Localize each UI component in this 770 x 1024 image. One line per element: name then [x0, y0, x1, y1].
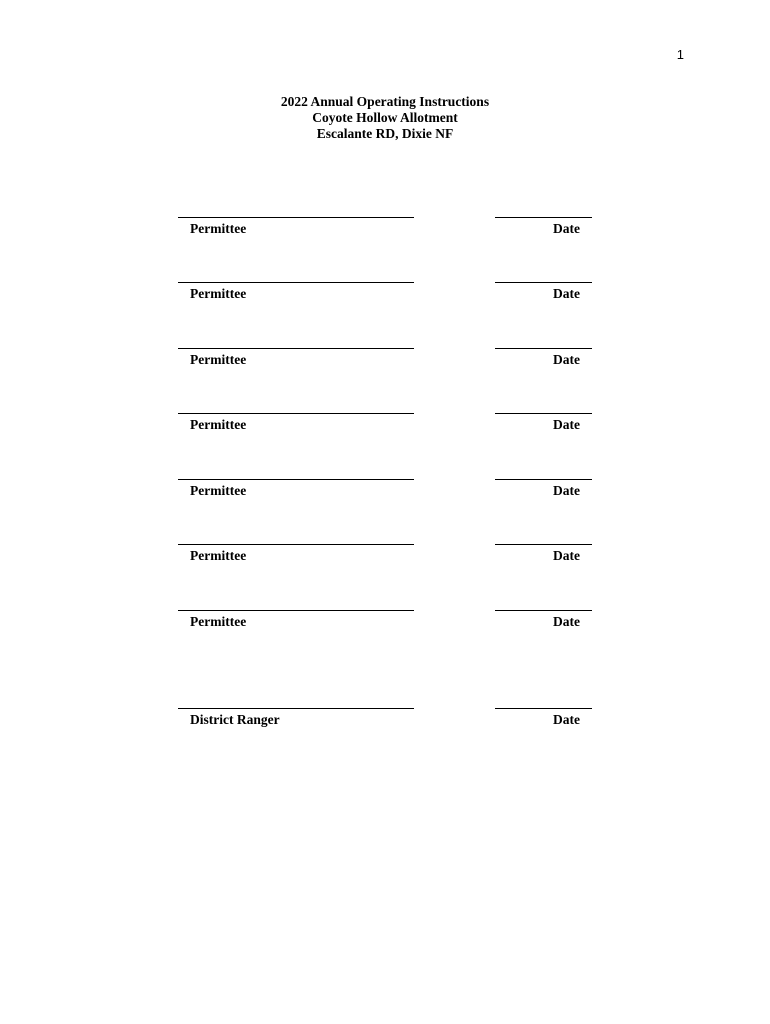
- date-label: Date: [553, 286, 580, 301]
- document-header: [0, 94, 770, 142]
- signature-line[interactable]: [178, 217, 414, 218]
- document-title: 2022 Annual Operating Instructions: [280, 94, 490, 109]
- signature-block: [0, 217, 770, 247]
- signature-line[interactable]: [178, 479, 414, 480]
- allotment-name: Coyote Hollow Allotment: [312, 110, 458, 125]
- signer-label: Permittee: [190, 548, 247, 563]
- page-number: 1: [676, 47, 684, 62]
- signature-block: [0, 610, 770, 640]
- date-label: Date: [553, 483, 580, 498]
- district-forest: Escalante RD, Dixie NF: [316, 126, 454, 141]
- date-label: Date: [553, 352, 580, 367]
- date-line[interactable]: [495, 479, 592, 480]
- signature-block: [0, 282, 770, 312]
- signature-line[interactable]: [178, 544, 414, 545]
- signer-label: Permittee: [190, 286, 247, 301]
- date-label: Date: [553, 417, 580, 432]
- signature-block: [0, 413, 770, 443]
- signature-block: [0, 708, 770, 738]
- signature-block: [0, 348, 770, 378]
- date-line[interactable]: [495, 282, 592, 283]
- date-line[interactable]: [495, 610, 592, 611]
- signer-label: Permittee: [190, 483, 247, 498]
- signature-line[interactable]: [178, 413, 414, 414]
- signer-label: Permittee: [190, 614, 247, 629]
- signer-label: Permittee: [190, 352, 247, 367]
- signature-block: [0, 544, 770, 574]
- signer-label: Permittee: [190, 417, 247, 432]
- signature-line[interactable]: [178, 610, 414, 611]
- signature-line[interactable]: [178, 282, 414, 283]
- date-line[interactable]: [495, 708, 592, 709]
- date-line[interactable]: [495, 544, 592, 545]
- date-line[interactable]: [495, 348, 592, 349]
- signer-label: District Ranger: [190, 712, 280, 727]
- signer-label: Permittee: [190, 221, 247, 236]
- date-label: Date: [553, 221, 580, 236]
- date-line[interactable]: [495, 217, 592, 218]
- signature-line[interactable]: [178, 348, 414, 349]
- date-label: Date: [553, 548, 580, 563]
- date-label: Date: [553, 712, 580, 727]
- date-label: Date: [553, 614, 580, 629]
- signature-line[interactable]: [178, 708, 414, 709]
- signature-block: [0, 479, 770, 509]
- date-line[interactable]: [495, 413, 592, 414]
